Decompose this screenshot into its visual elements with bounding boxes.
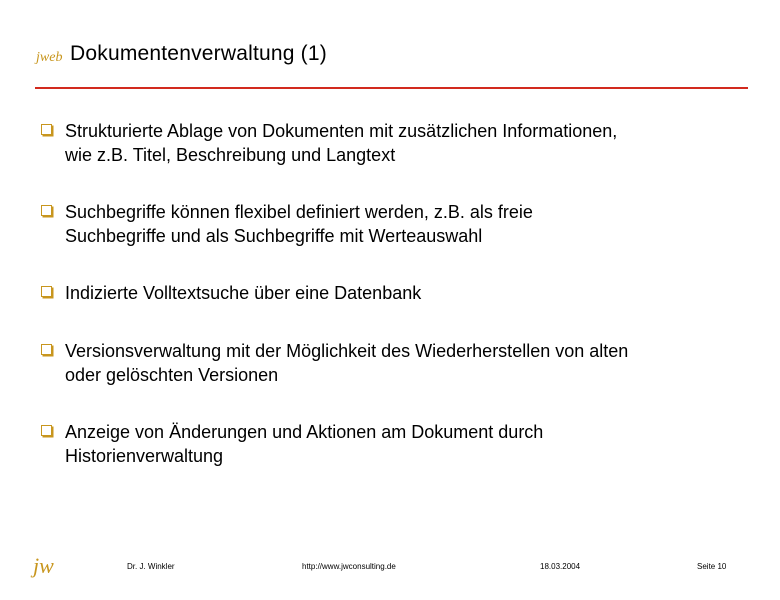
bullet-text-line: Indizierte Volltextsuche über eine Datenbank bbox=[65, 283, 422, 303]
footer-author: Dr. J. Winkler bbox=[127, 562, 175, 571]
bullet-text-line: Historienverwaltung bbox=[65, 446, 224, 466]
footer-date: 18.03.2004 bbox=[540, 562, 581, 571]
checkbox-bullet-icon bbox=[41, 124, 52, 135]
footer-page-number: Seite 10 bbox=[697, 562, 727, 571]
jw-footer-logo: jw bbox=[33, 553, 54, 578]
bullet-item-3 bbox=[40, 281, 760, 305]
checkbox-bullet-icon bbox=[41, 205, 52, 216]
bullet-item-4 bbox=[40, 339, 760, 387]
bullet-text-line: Versionsverwaltung mit der Möglichkeit des Wiederherstellen von alten bbox=[65, 341, 629, 361]
bullet-text bbox=[65, 200, 533, 248]
bullet-text bbox=[65, 420, 543, 468]
checkbox-bullet-icon bbox=[41, 425, 52, 436]
jweb-logo: jweb bbox=[36, 50, 63, 65]
bullet-text bbox=[65, 281, 421, 305]
bullet-item-1 bbox=[40, 119, 760, 167]
bullet-text bbox=[65, 119, 617, 167]
bullet-text-line: wie z.B. Titel, Beschreibung und Langtext bbox=[65, 145, 396, 165]
title-divider bbox=[35, 87, 748, 89]
bullet-item-5 bbox=[40, 420, 760, 468]
bullet-text-line: oder gelöschten Versionen bbox=[65, 365, 279, 385]
bullet-text bbox=[65, 339, 628, 387]
bullet-text-line: Strukturierte Ablage von Dokumenten mit zusätzlichen Informationen, bbox=[65, 121, 618, 141]
footer-url[interactable]: http://www.jwconsulting.de bbox=[302, 562, 396, 571]
bullet-text-line: Anzeige von Änderungen und Aktionen am Dokument durch bbox=[65, 422, 544, 442]
page-title: Dokumentenverwaltung (1) bbox=[70, 42, 327, 65]
bullet-text-line: Suchbegriffe und als Suchbegriffe mit Werteauswahl bbox=[65, 226, 483, 246]
checkbox-bullet-icon bbox=[41, 344, 52, 355]
bullet-text-line: Suchbegriffe können flexibel definiert werden, z.B. als freie bbox=[65, 202, 533, 222]
checkbox-bullet-icon bbox=[41, 286, 52, 297]
bullet-item-2 bbox=[40, 200, 760, 248]
